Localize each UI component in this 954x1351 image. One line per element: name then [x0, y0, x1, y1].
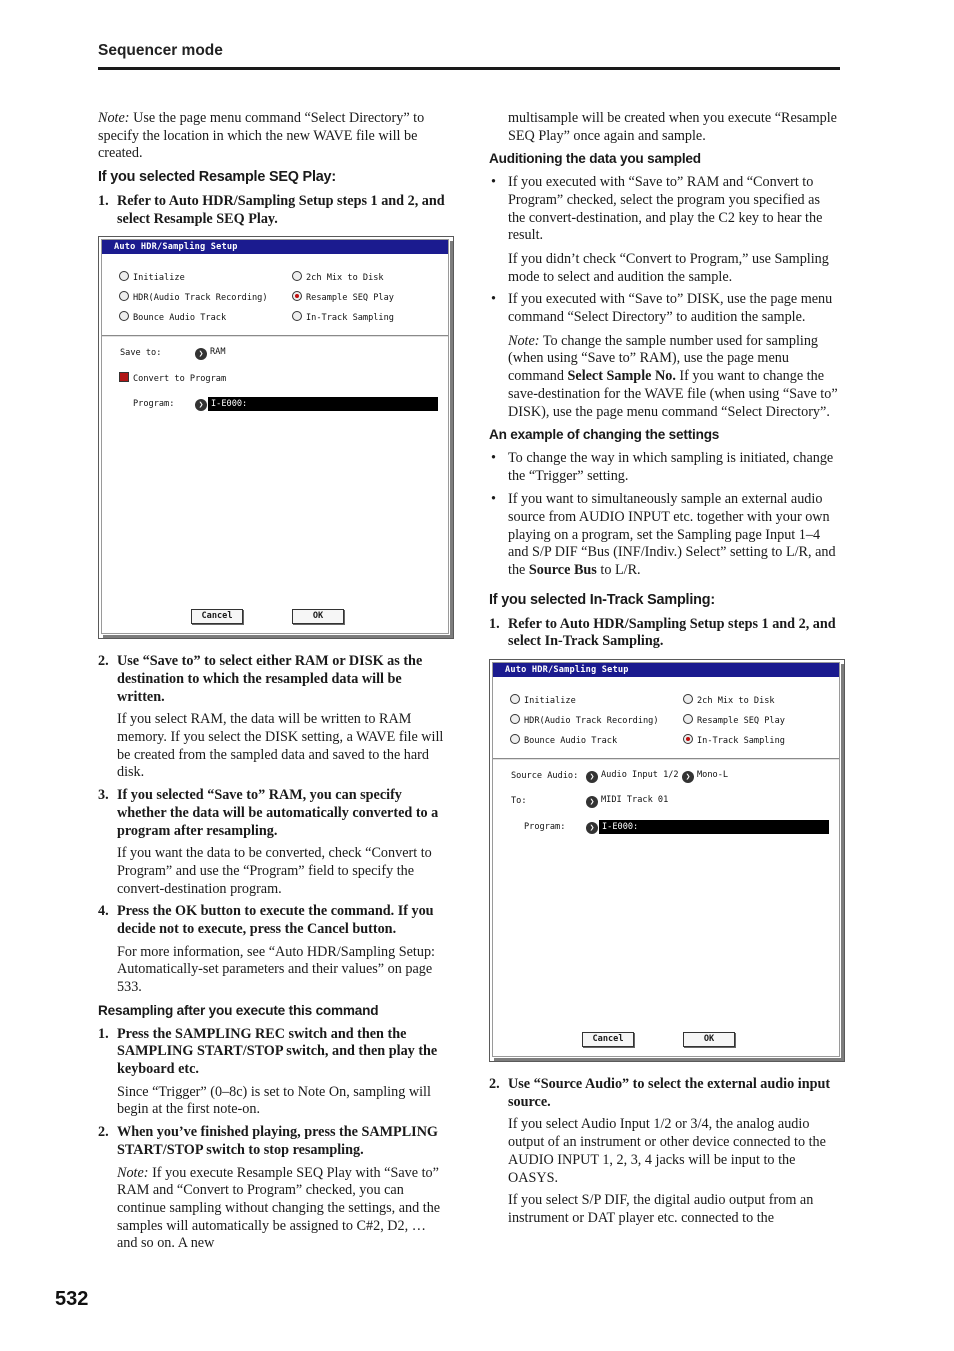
dialog-divider [493, 758, 839, 760]
note-sample-number: Note: To change the sample number used for sampling (when using “Save to” RAM), use the page menu command Select Sample No. If you want to change the save-destination for the WAVE file (when using “Save to” DISK), use the page menu command “Select Directory”. [508, 332, 838, 420]
save-to-value[interactable]: ❯ RAM [195, 346, 226, 360]
to-value[interactable]: ❯ MIDI Track 01 [586, 794, 668, 808]
resampling-step-1-body: Since “Trigger” (0–8c) is set to Note On, sampling will begin at the first note-on. [117, 1083, 431, 1118]
step-3-body: If you want the data to be converted, check “Convert to Program” and use the “Program” field to specify the convert-destination program. [117, 845, 432, 897]
convert-to-program-checkbox[interactable]: Convert to Program [119, 372, 226, 385]
radio-icon [119, 291, 129, 301]
bullet-ram-body: If you didn’t check “Convert to Program,” use Sampling mode to select and audition the sample. [508, 250, 829, 285]
radio-initialize[interactable]: Initialize [510, 694, 576, 707]
running-header: Sequencer mode [98, 42, 223, 59]
step-2-save-to: 2. Use “Save to” to select either RAM or DISK as the destination to which the resampled data will be written. [98, 653, 423, 705]
mono-value[interactable]: ❯ Mono-L [682, 769, 728, 783]
cancel-button[interactable]: Cancel [191, 609, 243, 624]
chevron-right-icon [682, 771, 694, 783]
bullet-ram: • If you executed with “Save to” RAM and “Convert to Program” checked, select the program you specified as the convert-destination, and play the C2 key to hear the result. [491, 174, 823, 244]
resampling-step-1: 1. Press the SAMPLING REC switch and then the SAMPLING START/STOP switch, and then play the keyboard etc. [98, 1025, 438, 1077]
left-column [98, 110, 448, 1258]
program-field[interactable]: I-E000: [599, 820, 829, 834]
heading-example: An example of changing the settings [489, 427, 720, 443]
continued-text: multisample will be created when you execute “Resample SEQ Play” once again and sample. [508, 110, 837, 144]
right-column [489, 110, 839, 1233]
heading-resample-seq-play: If you selected Resample SEQ Play: [98, 169, 336, 186]
radio-icon [683, 714, 693, 724]
radio-2ch-mix[interactable]: 2ch Mix to Disk [683, 694, 775, 707]
step-2-source-audio: 2. Use “Source Audio” to select the external audio input source. [489, 1075, 831, 1110]
step-2-body: If you select RAM, the data will be written to RAM memory. If you select the DISK setting, a WAVE file will be created from the sampled data and saved to the hard disk. [117, 711, 444, 781]
to-label: To: [511, 795, 527, 806]
step-1-resample: 1. Refer to Auto HDR/Sampling Setup steps 1 and 2, and select Resample SEQ Play. [98, 192, 445, 227]
ok-button[interactable]: OK [683, 1032, 735, 1047]
program-label: Program: [524, 821, 566, 832]
radio-icon [292, 271, 302, 281]
radio-icon [119, 271, 129, 281]
radio-resample-seq[interactable]: Resample SEQ Play [292, 291, 394, 304]
source-audio-label: Source Audio: [511, 770, 579, 781]
save-to-label: Save to: [120, 348, 162, 359]
bullet-trigger: • To change the way in which sampling is initiated, change the “Trigger” setting. [491, 449, 834, 484]
radio-icon [292, 311, 302, 321]
resample-setup-dialog [98, 236, 454, 639]
radio-selected-icon [683, 734, 693, 744]
chevron-right-icon [195, 399, 207, 411]
header-rule [98, 67, 840, 70]
in-track-setup-dialog [489, 659, 845, 1062]
radio-icon [510, 734, 520, 744]
step-3-convert: 3. If you selected “Save to” RAM, you can specify whether the data will be automatically converted to a program after resampling. [98, 787, 439, 839]
cancel-button[interactable]: Cancel [582, 1032, 634, 1047]
program-label: Program: [133, 399, 175, 410]
bullet-external-audio: • If you want to simultaneously sample an external audio source from AUDIO INPUT etc. together with your own playing on a program, set the Sampling page Input 1–4 and S/P DIF “Bus (INF/Indiv.) Select” setting to L/R, and the Source Bus to L/R. [491, 491, 836, 579]
radio-icon [119, 311, 129, 321]
radio-in-track[interactable]: In-Track Sampling [292, 311, 394, 324]
step-4-body: For more information, see “Auto HDR/Sampling Setup: Automatically-set parameters and their values” on page 533. [117, 943, 435, 996]
radio-hdr[interactable]: HDR(Audio Track Recording) [119, 291, 268, 304]
step-2-body-spdif: If you select S/P DIF, the digital audio output from an instrument or DAT player etc. connected to the [508, 1192, 814, 1226]
page-number: 532 [55, 1288, 89, 1310]
program-field[interactable]: I-E000: [208, 397, 438, 411]
chevron-right-icon [586, 796, 598, 808]
radio-hdr[interactable]: HDR(Audio Track Recording) [510, 714, 659, 727]
radio-in-track[interactable]: In-Track Sampling [683, 734, 785, 747]
radio-icon [683, 694, 693, 704]
radio-bounce[interactable]: Bounce Audio Track [119, 311, 226, 324]
heading-resampling-after: Resampling after you execute this command [98, 1002, 379, 1018]
radio-2ch-mix[interactable]: 2ch Mix to Disk [292, 271, 384, 284]
source-audio-value[interactable]: ❯ Audio Input 1/2 [586, 769, 679, 783]
dialog-title: Auto HDR/Sampling Setup [493, 663, 839, 677]
radio-icon [510, 714, 520, 724]
step-1-in-track: 1. Refer to Auto HDR/Sampling Setup steps 1 and 2, and select In-Track Sampling. [489, 615, 836, 650]
bullet-disk: • If you executed with “Save to” DISK, use the page menu command “Select Directory” to audition the sample. [491, 291, 833, 326]
chevron-right-icon [586, 822, 598, 834]
step-2-body-analog: If you select Audio Input 1/2 or 3/4, the analog audio output of an instrument or other device connected to the AUDIO INPUT 1, 2, 3, 4 jacks will be input to the OASYS. [508, 1116, 826, 1186]
checkbox-checked-icon [119, 372, 129, 382]
dialog-title: Auto HDR/Sampling Setup [102, 240, 448, 254]
radio-icon [510, 694, 520, 704]
dialog-divider [102, 335, 448, 337]
step-4-ok: 4. Press the OK button to execute the command. If you decide not to execute, press the Cancel button. [98, 903, 434, 938]
chevron-right-icon [586, 771, 598, 783]
radio-bounce[interactable]: Bounce Audio Track [510, 734, 617, 747]
radio-initialize[interactable]: Initialize [119, 271, 185, 284]
ok-button[interactable]: OK [292, 609, 344, 624]
resampling-note: Note: If you execute Resample SEQ Play with “Save to” RAM and “Convert to Program” checked, you can continue sampling without changing the settings, and the samples will automatically be assigned to C#2, D2, … and so on. A new [117, 1164, 441, 1252]
chevron-right-icon [195, 348, 207, 360]
radio-selected-icon [292, 291, 302, 301]
resampling-step-2: 2. When you’ve finished playing, press the SAMPLING START/STOP switch to stop resampling. [98, 1124, 438, 1158]
radio-resample-seq[interactable]: Resample SEQ Play [683, 714, 785, 727]
heading-auditioning: Auditioning the data you sampled [489, 151, 701, 167]
heading-in-track: If you selected In-Track Sampling: [489, 591, 715, 608]
note-select-directory: Note: Use the page menu command “Select Directory” to specify the location in which the new WAVE file will be created. [98, 110, 425, 162]
